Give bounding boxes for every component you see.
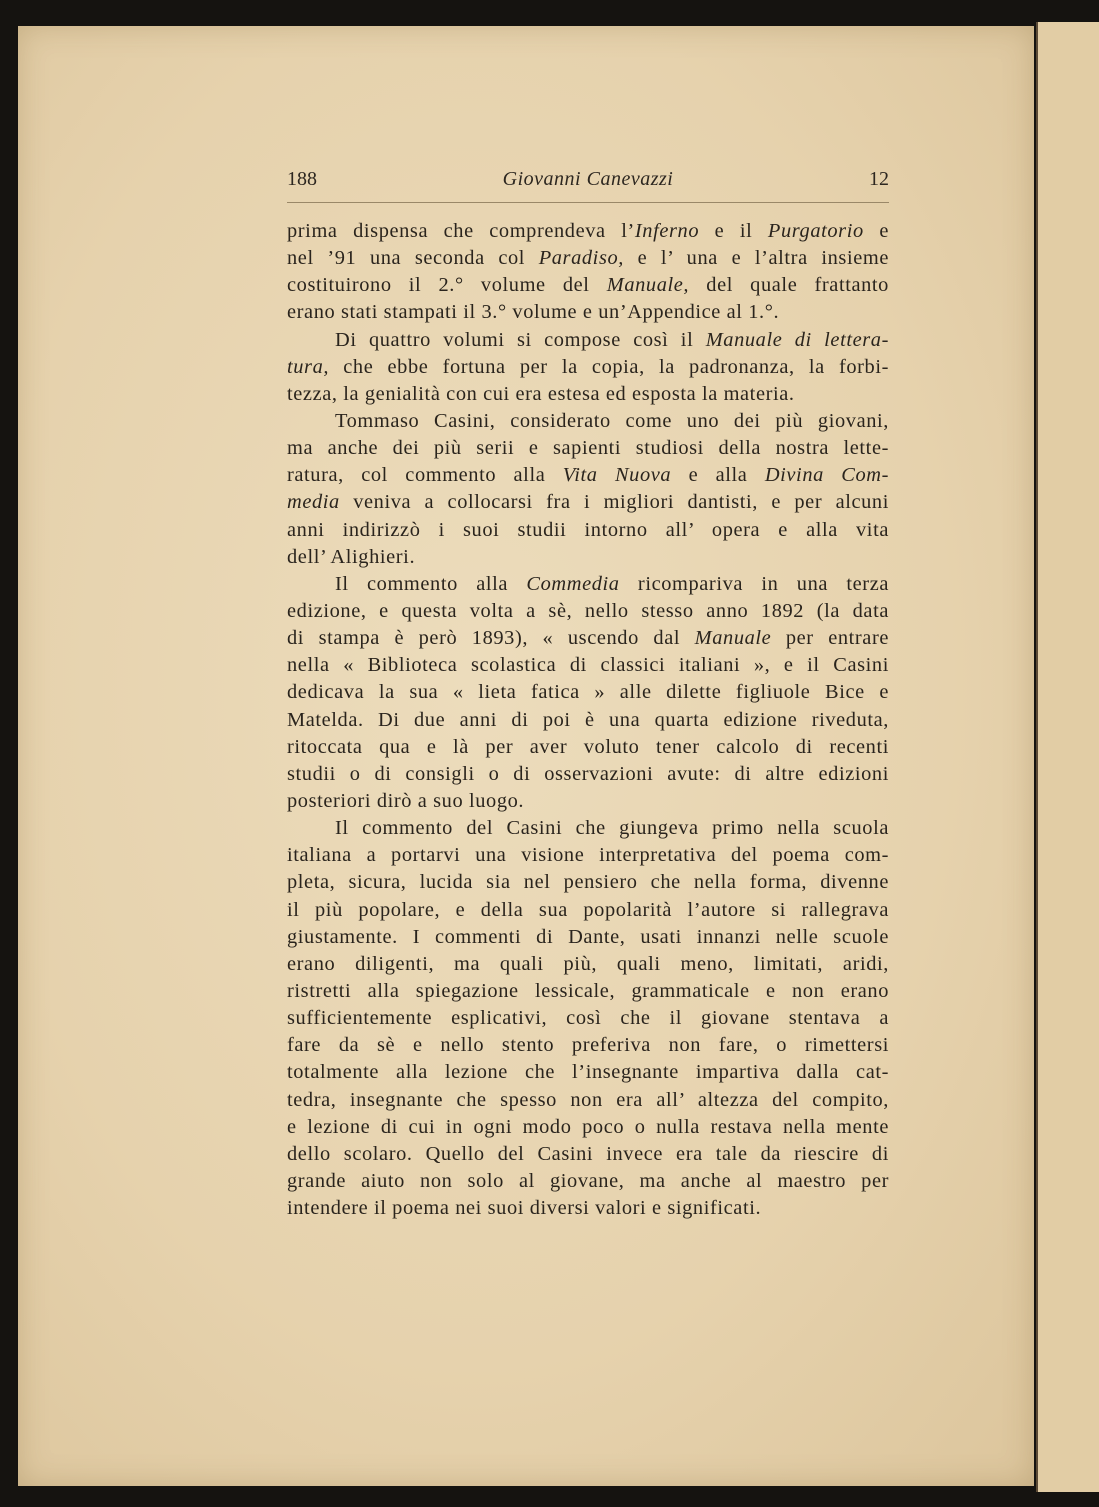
- text-line: [287, 1141, 889, 1168]
- text-segment: nel ’91 una seconda col: [287, 247, 539, 270]
- text-segment: ma anche dei più serii e sapienti studiosi della nostra lette-: [287, 437, 889, 460]
- text-segment: nella « Biblioteca scolastica di classici italiani », e il Casini: [287, 654, 889, 677]
- text-segment: totalmente alla lezione che l’insegnante impartiva dalla cat-: [287, 1061, 889, 1084]
- italic-text: Manuale di lettera-: [705, 328, 889, 351]
- text-segment: veniva a collocarsi fra i migliori dantisti, e per alcuni: [339, 491, 889, 514]
- page-number: 188: [287, 168, 317, 190]
- text-segment: di stampa è però 1893), « uscendo dal: [287, 627, 695, 650]
- text-line: [287, 734, 889, 761]
- text-segment: Matelda. Di due anni di poi è una quarta edizione riveduta,: [287, 708, 889, 731]
- text-segment: sufficientemente esplicativi, così che il giovane stentava a: [287, 1007, 889, 1030]
- text-segment: il più popolare, e della sua popolarità l’autore si rallegrava: [287, 898, 889, 921]
- text-segment: erano stati stampati il 3.° volume e un’Appendice al 1.°.: [287, 301, 780, 324]
- text-segment: Il commento alla: [335, 572, 527, 595]
- text-line: [287, 897, 889, 924]
- text-segment: italiana a portarvi una visione interpretativa del poema com-: [287, 844, 889, 867]
- text-segment: e: [863, 220, 889, 242]
- text-segment: del quale frattanto: [689, 274, 889, 297]
- text-line: [287, 842, 889, 869]
- italic-text: Inferno: [634, 220, 700, 242]
- body-text: [287, 218, 889, 1222]
- text-segment: grande aiuto non solo al giovane, ma anche al maestro per: [287, 1169, 889, 1192]
- italic-text: Manuale,: [606, 274, 690, 297]
- text-line: [287, 218, 889, 245]
- text-segment: ratura, col commento alla: [287, 464, 563, 487]
- text-line: [287, 1114, 889, 1141]
- text-segment: ritoccata qua e là per aver voluto tener calcolo di recenti: [287, 735, 889, 758]
- header-rule: [287, 202, 889, 203]
- text-segment: prima dispensa che comprendeva l’: [287, 220, 635, 242]
- italic-text: Manuale: [694, 627, 772, 650]
- text-line: [287, 761, 889, 788]
- text-line: [287, 924, 889, 951]
- text-line: [287, 598, 889, 625]
- text-line: [287, 1168, 889, 1195]
- text-line: [287, 951, 889, 978]
- italic-text: Commedia: [526, 572, 620, 595]
- text-line: [287, 544, 889, 571]
- italic-text: media: [287, 491, 340, 514]
- text-line: [287, 299, 889, 326]
- text-segment: e il: [699, 220, 768, 242]
- text-line: [287, 1059, 889, 1086]
- text-segment: intendere il poema nei suoi diversi valori e significati.: [287, 1197, 762, 1220]
- text-line: [287, 1005, 889, 1032]
- text-segment: posteriori dirò a suo luogo.: [287, 789, 525, 812]
- text-line: [287, 625, 889, 652]
- adjacent-page-edge: [1036, 22, 1099, 1492]
- text-line: [287, 815, 889, 842]
- text-segment: dell’ Alighieri.: [287, 545, 416, 568]
- italic-text: Paradiso,: [538, 247, 624, 270]
- text-segment: ricompariva in una terza: [619, 572, 890, 595]
- running-head: [287, 168, 889, 194]
- text-segment: dedicava la sua « lieta fatica » alle dilette figliuole Bice e: [287, 681, 889, 704]
- italic-text: Divina Com-: [764, 464, 889, 487]
- text-line: [287, 1087, 889, 1114]
- text-line: [287, 571, 889, 598]
- chapter-number: 12: [869, 168, 889, 190]
- text-segment: Tommaso Casini, considerato come uno dei più giovani,: [335, 409, 889, 432]
- text-line: [287, 978, 889, 1005]
- text-line: [287, 435, 889, 462]
- text-segment: ristretti alla spiegazione lessicale, grammaticale e non erano: [287, 979, 889, 1002]
- text-segment: erano diligenti, ma quali più, quali meno, limitati, aridi,: [287, 952, 889, 975]
- text-segment: Di quattro volumi si compose così il: [335, 328, 706, 351]
- text-segment: dello scolaro. Quello del Casini invece era tale da riescire di: [287, 1142, 889, 1165]
- text-segment: costituirono il 2.° volume del: [287, 274, 607, 297]
- text-segment: e lezione di cui in ogni modo poco o nulla restava nella mente: [287, 1115, 889, 1138]
- text-segment: anni indirizzò i suoi studii intorno all’ opera e alla vita: [287, 518, 889, 541]
- italic-text: Purgatorio: [767, 220, 864, 242]
- text-segment: tezza, la genialità con cui era estesa ed esposta la materia.: [287, 382, 795, 405]
- text-segment: e l’ una e l’altra insieme: [623, 247, 889, 270]
- text-segment: per entrare: [771, 627, 889, 650]
- text-segment: edizione, e questa volta a sè, nello stesso anno 1892 (la data: [287, 599, 889, 622]
- text-line: [287, 462, 889, 489]
- text-segment: fare da sè e nello stento preferiva non fare, o rimettersi: [287, 1034, 889, 1057]
- text-line: [287, 327, 889, 354]
- text-line: [287, 1195, 889, 1222]
- running-title: Giovanni Canevazzi: [502, 168, 674, 190]
- text-line: [287, 1032, 889, 1059]
- text-line: [287, 272, 889, 299]
- text-segment: tedra, insegnante che spesso non era all’ altezza del compito,: [287, 1088, 889, 1111]
- text-segment: e alla: [671, 464, 765, 487]
- text-segment: giustamente. I commenti di Dante, usati innanzi nelle scuole: [287, 925, 889, 948]
- text-segment: Il commento del Casini che giungeva primo nella scuola: [335, 817, 889, 840]
- text-segment: studii o di consigli o di osservazioni avute: di altre edizioni: [287, 762, 889, 785]
- text-line: [287, 679, 889, 706]
- text-segment: che ebbe fortuna per la copia, la padronanza, la forbi-: [329, 355, 889, 378]
- text-line: [287, 245, 889, 272]
- text-line: [287, 788, 889, 815]
- text-line: [287, 489, 889, 516]
- text-segment: pleta, sicura, lucida sia nel pensiero che nella forma, divenne: [287, 871, 889, 894]
- text-line: [287, 381, 889, 408]
- text-line: [287, 408, 889, 435]
- text-line: [287, 869, 889, 896]
- text-line: [287, 517, 889, 544]
- italic-text: tura,: [287, 355, 330, 378]
- text-line: [287, 354, 889, 381]
- italic-text: Vita Nuova: [562, 464, 672, 487]
- text-line: [287, 707, 889, 734]
- text-line: [287, 652, 889, 679]
